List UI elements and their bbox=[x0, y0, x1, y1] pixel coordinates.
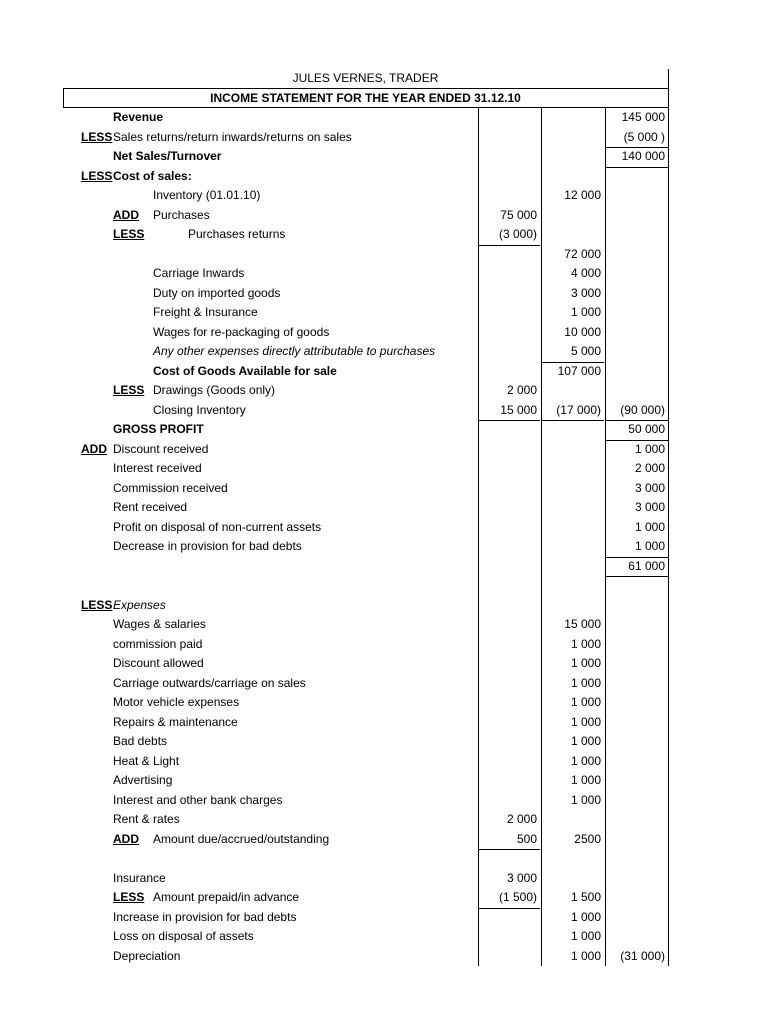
amount-c2: 1 000 bbox=[570, 753, 601, 768]
amount-c2: 1 000 bbox=[570, 909, 601, 924]
row-label: Interest received bbox=[113, 461, 202, 475]
row-label: Discount allowed bbox=[113, 656, 204, 670]
amount-c2: 1 000 bbox=[570, 675, 601, 690]
subtotal-rule bbox=[605, 440, 668, 441]
row-label: Drawings (Goods only) bbox=[153, 383, 276, 397]
amount-c2: 72 000 bbox=[564, 246, 601, 261]
amount-c2: 1 000 bbox=[570, 792, 601, 807]
row-prefix: LESS bbox=[113, 383, 145, 397]
amount-c1: 15 000 bbox=[500, 402, 537, 417]
row-label: Sales returns/return inwards/returns on sales bbox=[113, 129, 352, 144]
row-prefix: LESS bbox=[81, 597, 113, 612]
row-label: Decrease in provision for bad debts bbox=[113, 539, 302, 553]
amount-c2: 1 000 bbox=[570, 773, 601, 787]
row-label: Heat & Light bbox=[113, 753, 180, 768]
row-label: commission paid bbox=[113, 636, 203, 651]
amount-c2: 2500 bbox=[574, 831, 601, 846]
row-label: Profit on disposal of non-current assets bbox=[113, 519, 322, 534]
subtotal-rule bbox=[478, 849, 540, 850]
row-label: Motor vehicle expenses bbox=[113, 695, 240, 709]
row-label: Closing Inventory bbox=[153, 402, 246, 417]
amount-c3: (90 000) bbox=[620, 402, 665, 417]
row-label: Purchases returns bbox=[188, 227, 286, 241]
amount-c3: 3 000 bbox=[634, 500, 665, 514]
row-label: Wages for re-packaging of goods bbox=[153, 324, 330, 339]
row-label: Insurance bbox=[113, 870, 166, 885]
subtotal-rule bbox=[605, 576, 668, 577]
amount-c1: (3 000) bbox=[498, 227, 537, 241]
row-label: Loss on disposal of assets bbox=[113, 929, 254, 943]
amount-c1: (1 500) bbox=[498, 890, 537, 904]
row-label: Inventory (01.01.10) bbox=[153, 188, 261, 202]
subtotal-rule bbox=[605, 167, 668, 168]
amount-c3: 2 000 bbox=[634, 461, 665, 475]
row-label: Freight & Insurance bbox=[153, 305, 258, 319]
subtotal-rule bbox=[541, 362, 604, 363]
amount-c2: 15 000 bbox=[564, 617, 601, 631]
right-border bbox=[668, 69, 669, 966]
left-border bbox=[63, 88, 64, 108]
subtotal-rule bbox=[478, 245, 540, 246]
amount-c3: 140 000 bbox=[621, 149, 665, 163]
amount-c3: (5 000 ) bbox=[623, 129, 665, 144]
row-prefix: LESS bbox=[81, 129, 113, 144]
col3-left-rule bbox=[605, 108, 606, 966]
row-label: Discount received bbox=[113, 441, 209, 456]
amount-c2: 107 000 bbox=[557, 363, 601, 378]
amount-c2: 3 000 bbox=[570, 285, 601, 300]
statement-title: INCOME STATEMENT FOR THE YEAR ENDED 31.12.10 bbox=[210, 91, 521, 105]
row-label: Advertising bbox=[113, 773, 173, 787]
row-prefix: LESS bbox=[81, 168, 113, 183]
row-label: Carriage outwards/carriage on sales bbox=[113, 675, 306, 690]
subtotal-rule bbox=[605, 420, 668, 421]
amount-c2: 1 000 bbox=[570, 695, 601, 709]
amount-c2: 1 000 bbox=[570, 714, 601, 729]
subtotal-rule bbox=[478, 908, 540, 909]
amount-c1: 75 000 bbox=[500, 207, 537, 222]
amount-c2: 1 000 bbox=[570, 929, 601, 943]
row-prefix: ADD bbox=[81, 441, 107, 456]
row-label: Expenses bbox=[113, 597, 166, 612]
row-prefix: ADD bbox=[113, 207, 139, 222]
row-label: Carriage Inwards bbox=[153, 266, 245, 280]
row-label: Commission received bbox=[113, 480, 228, 495]
row-label: Interest and other bank charges bbox=[113, 792, 283, 807]
amount-c2: 1 000 bbox=[570, 636, 601, 651]
col1-left-rule bbox=[478, 108, 479, 966]
row-prefix: LESS bbox=[113, 227, 145, 241]
trader-name: JULES VERNES, TRADER bbox=[292, 71, 439, 85]
amount-c1: 2 000 bbox=[506, 383, 537, 397]
row-label: Cost of Goods Available for sale bbox=[153, 363, 337, 378]
col2-left-rule bbox=[541, 108, 542, 966]
row-label: Cost of sales: bbox=[113, 168, 192, 183]
subtotal-rule bbox=[605, 147, 668, 148]
row-prefix: LESS bbox=[113, 890, 145, 904]
row-label: Depreciation bbox=[113, 948, 181, 963]
header-bottom-rule bbox=[63, 107, 668, 108]
amount-c3: 1 000 bbox=[634, 539, 665, 553]
row-label: Net Sales/Turnover bbox=[113, 149, 222, 163]
amount-c3: 61 000 bbox=[628, 558, 665, 573]
amount-c2: 5 000 bbox=[570, 344, 601, 358]
row-label: Amount due/accrued/outstanding bbox=[153, 831, 330, 846]
row-label: GROSS PROFIT bbox=[113, 422, 204, 436]
amount-c1: 500 bbox=[516, 831, 537, 846]
amount-c2: 1 000 bbox=[570, 305, 601, 319]
amount-c3: 1 000 bbox=[634, 441, 665, 456]
subtotal-rule bbox=[478, 420, 540, 421]
subtotal-rule bbox=[541, 420, 604, 421]
row-label: Purchases bbox=[153, 207, 210, 222]
amount-c1: 3 000 bbox=[506, 870, 537, 885]
header-top-rule bbox=[63, 88, 668, 89]
amount-c3: (31 000) bbox=[620, 948, 665, 963]
amount-c3: 1 000 bbox=[634, 519, 665, 534]
amount-c1: 2 000 bbox=[506, 812, 537, 826]
subtotal-rule bbox=[605, 557, 668, 558]
amount-c2: 12 000 bbox=[564, 188, 601, 202]
row-label: Amount prepaid/in advance bbox=[153, 890, 300, 904]
row-label: Any other expenses directly attributable to purchases bbox=[153, 344, 436, 358]
row-label: Duty on imported goods bbox=[153, 285, 281, 300]
row-label: Bad debts bbox=[113, 734, 168, 748]
row-label: Increase in provision for bad debts bbox=[113, 909, 297, 924]
amount-c2: 1 000 bbox=[570, 656, 601, 670]
amount-c3: 145 000 bbox=[621, 110, 665, 124]
amount-c2: 10 000 bbox=[564, 324, 601, 339]
amount-c2: (17 000) bbox=[556, 402, 601, 417]
row-label: Repairs & maintenance bbox=[113, 714, 238, 729]
amount-c2: 4 000 bbox=[570, 266, 601, 280]
row-label: Wages & salaries bbox=[113, 617, 206, 631]
amount-c2: 1 500 bbox=[570, 890, 601, 904]
amount-c2: 1 000 bbox=[570, 948, 601, 963]
amount-c3: 3 000 bbox=[634, 480, 665, 495]
row-label: Rent received bbox=[113, 500, 188, 514]
amount-c3: 50 000 bbox=[628, 422, 665, 436]
row-label: Revenue bbox=[113, 110, 164, 124]
amount-c2: 1 000 bbox=[570, 734, 601, 748]
row-label: Rent & rates bbox=[113, 812, 180, 826]
row-prefix: ADD bbox=[113, 831, 139, 846]
